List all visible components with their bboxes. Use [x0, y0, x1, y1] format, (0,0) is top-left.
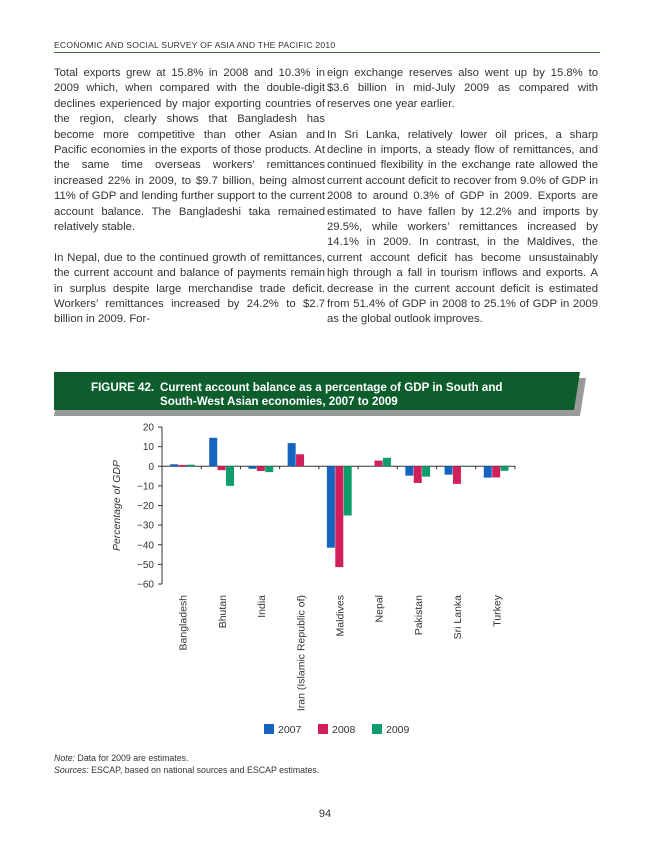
bar-2009: [383, 458, 391, 466]
paragraph: In Nepal, due to the continued growth of remittances, the current account and balance of payments remain in surplus despite large merchandise trade deficit. Workers’ remittances increased by 24.2% to $2.7 billion in 2009. For-: [54, 251, 325, 326]
y-tick-label: −60: [137, 579, 154, 591]
bar-2007: [445, 466, 453, 474]
bar-2007: [170, 464, 178, 466]
paragraph: In Sri Lanka, relatively lower oil prices, a sharp decline in imports, a steady flow of remittances, and continued flexibility in the exchange rate allowed the current account deficit to recover from 9.0% of GDP in 2008 to around 0.3% of GDP in 2009. Exports are estimated to have fallen by 12.2% and imports by 29.5%, while workers’ remittances increased by 14.1% in 2009. In contrast, in the Maldives, the current account deficit has become unsustainably high through a fall in tourism inflows and exports. A decrease in the current account deficit is estimated from 51.4% of GDP in 2008 to 25.1% of GDP in 2009 as the global outlook improves.: [327, 128, 598, 326]
bar-2008: [335, 466, 343, 567]
bar-2008: [414, 466, 422, 483]
bar-2009: [422, 466, 430, 476]
page-number: 94: [318, 808, 332, 820]
x-tick-label: India: [256, 595, 269, 618]
bar-2007: [288, 443, 296, 466]
figure-title-banner: [54, 372, 586, 416]
y-tick-label: 20: [142, 422, 154, 434]
legend-label-2008: 2008: [332, 724, 356, 736]
x-tick-label: Iran (Islamic Republic of): [295, 595, 308, 712]
bar-2007: [327, 466, 335, 547]
x-tick-label: Bhutan: [216, 595, 229, 629]
note-label: Note:: [54, 753, 76, 763]
bar-2008: [375, 461, 383, 467]
legend-swatch-2008: [318, 724, 328, 734]
bar-chart: [0, 415, 650, 750]
figure-number: FIGURE 42.: [91, 381, 155, 394]
legend-label-2009: 2009: [386, 724, 410, 736]
bar-2008: [453, 466, 461, 484]
header-rule: [54, 52, 600, 53]
y-axis-label: Percentage of GDP: [111, 459, 123, 552]
y-tick-label: 10: [142, 442, 154, 454]
y-tick-label: −30: [137, 520, 154, 532]
x-tick-label: Sri Lanka: [452, 595, 465, 640]
text-column-left: [54, 66, 325, 343]
figure-title-line2: South-West Asian economies, 2007 to 2009: [160, 395, 398, 408]
bar-2008: [257, 466, 265, 471]
bar-2007: [248, 466, 256, 469]
y-tick-label: −20: [137, 501, 154, 512]
note-text: Data for 2009 are estimates.: [77, 753, 189, 763]
bar-2009: [265, 466, 273, 472]
bar-2009: [187, 465, 195, 467]
y-tick-label: −10: [137, 481, 154, 493]
figure-title-line1: Current account balance as a percentage of GDP in South and: [160, 381, 503, 394]
y-tick-label: −40: [137, 540, 154, 552]
paragraph: Total exports grew at 15.8% in 2008 and 10.3% in 2009 which, when compared with the double-digit declines experienced by major exporting countries of the region, clearly shows that Bangladesh has become more competitive than other Asian and Pacific economies in the exports of those products. At the same time overseas workers’ remittances increased 22% in 2009, to $9.7 billion, being almost 11% of GDP and lending further support to the current account balance. The Bangladeshi taka remained relatively stable.: [54, 67, 325, 234]
x-tick-label: Nepal: [373, 595, 386, 623]
bar-2009: [344, 466, 352, 515]
legend-swatch-2007: [264, 724, 274, 734]
bar-2007: [405, 466, 413, 475]
bar-2009: [461, 466, 469, 467]
bar-2008: [296, 454, 304, 466]
y-tick-label: 0: [148, 461, 154, 473]
bar-2009: [226, 466, 234, 486]
running-head: ECONOMIC AND SOCIAL SURVEY OF ASIA AND THE PACIFIC 2010: [54, 40, 336, 50]
legend-swatch-2009: [372, 724, 382, 734]
text-column-right: [327, 66, 598, 343]
bar-2007: [209, 438, 217, 466]
x-tick-label: Maldives: [334, 595, 347, 637]
x-tick-label: Pakistan: [412, 595, 425, 636]
x-tick-label: Turkey: [491, 595, 504, 627]
sources-label: Sources:: [54, 765, 89, 775]
figure-title: [91, 381, 503, 409]
bar-2007: [484, 466, 492, 477]
bar-2008: [178, 465, 186, 466]
sources-text: ESCAP, based on national sources and ESCAP estimates.: [91, 765, 320, 775]
paragraph: eign exchange reserves also went up by 15.8% to $3.6 billion in mid-July 2009 as compared with reserves one year earlier.: [327, 67, 598, 110]
y-tick-label: −50: [137, 559, 154, 571]
legend-label-2007: 2007: [278, 724, 302, 736]
figure-notes: [54, 752, 319, 776]
bar-2009: [501, 466, 509, 471]
x-tick-label: Bangladesh: [177, 595, 190, 651]
bar-2008: [218, 466, 226, 470]
bar-2008: [492, 466, 500, 477]
